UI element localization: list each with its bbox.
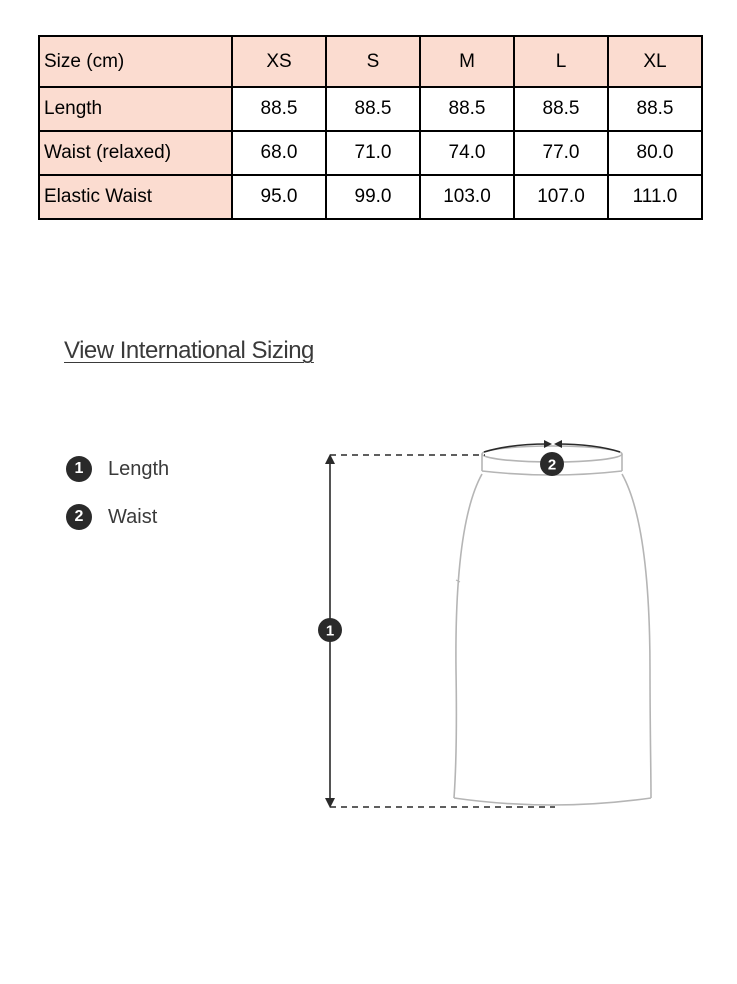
svg-text:1: 1 <box>325 622 335 640</box>
table-cell: 77.0 <box>514 131 608 175</box>
number-one-badge-icon: 1 <box>66 456 92 482</box>
length-guide-lines <box>330 455 555 807</box>
legend-item-waist <box>66 504 169 530</box>
header-cell-m: M <box>420 36 514 87</box>
table-cell: 88.5 <box>326 87 420 131</box>
table-cell: 88.5 <box>420 87 514 131</box>
table-cell: 88.5 <box>232 87 326 131</box>
table-cell: 88.5 <box>514 87 608 131</box>
header-cell-size: Size (cm) <box>39 36 232 87</box>
table-cell: 71.0 <box>326 131 420 175</box>
table-cell: 80.0 <box>608 131 702 175</box>
number-two-badge-icon: 2 <box>66 504 92 530</box>
table-row <box>39 175 702 219</box>
table-row <box>39 87 702 131</box>
table-cell: 88.5 <box>608 87 702 131</box>
header-cell-xs: XS <box>232 36 326 87</box>
table-cell: 103.0 <box>420 175 514 219</box>
legend-label-length: Length <box>108 457 170 480</box>
size-chart-table <box>38 35 703 220</box>
header-cell-xl: XL <box>608 36 702 87</box>
table-cell: 107.0 <box>514 175 608 219</box>
header-cell-s: S <box>326 36 420 87</box>
legend-item-length <box>66 456 169 482</box>
table-cell: 95.0 <box>232 175 326 219</box>
row-label: Waist (relaxed) <box>39 131 232 175</box>
table-cell: 99.0 <box>326 175 420 219</box>
header-cell-l: L <box>514 36 608 87</box>
skirt-measurement-diagram <box>300 430 680 830</box>
svg-text:2: 2 <box>547 456 557 474</box>
view-international-sizing-link[interactable]: View International Sizing <box>64 337 314 364</box>
table-header-row <box>39 36 702 87</box>
row-label: Length <box>39 87 232 131</box>
table-row <box>39 131 702 175</box>
table-cell: 74.0 <box>420 131 514 175</box>
table-cell: 68.0 <box>232 131 326 175</box>
length-marker-badge-icon <box>318 618 342 642</box>
row-label: Elastic Waist <box>39 175 232 219</box>
measurement-legend <box>66 456 169 552</box>
waist-marker-badge-icon <box>540 452 564 476</box>
table-cell: 111.0 <box>608 175 702 219</box>
legend-label-waist: Waist <box>108 505 158 528</box>
skirt-outline-icon <box>454 446 651 805</box>
